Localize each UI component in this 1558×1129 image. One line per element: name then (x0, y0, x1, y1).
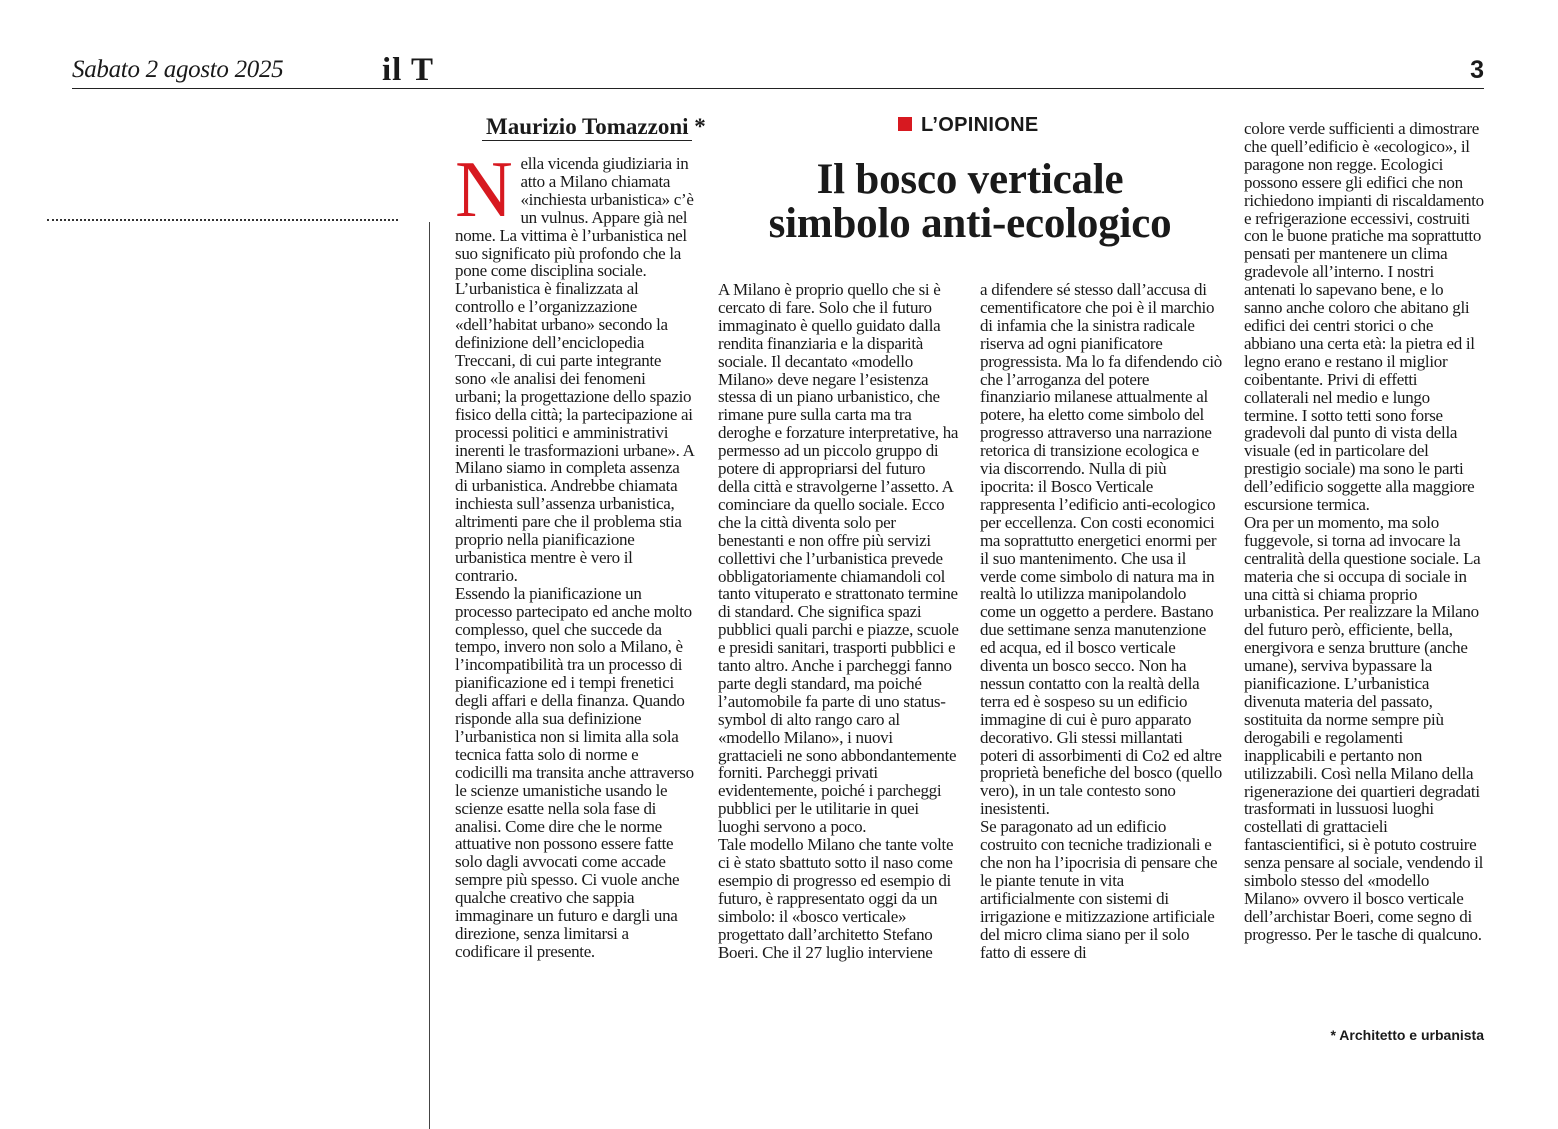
column-rule (429, 222, 430, 1129)
col3-paragraph-2: Se paragonato ad un edificio costruito con tecniche tradizionali e che non ha l’ipocrisia di pensare che le piante tenute in vita artificialmente con sistemi di irrigazione e mitizzazione artificiale del micro clima siano per il solo fatto di essere di (980, 817, 1218, 962)
col2-paragraph-1: A Milano è proprio quello che si è cercato di fare. Solo che il futuro immaginato è quello guidato dalla rendita finanziaria e la disparità sociale. Il decantato «modello Milano» deve negare l’esistenza stessa di un piano urbanistico, che rimane pure sulla carta ma tra deroghe e forzature interpretative, ha permesso ad un piccolo gruppo di potere di appropriarsi del futuro della città e stravolgerne l’assetto. A cominciare da quello sociale. Ecco che la città diventa solo per benestanti e non offre più servizi collettivi che l’urbanistica prevede obbligatoriamente chiamandoli col tanto vituperato e strattonato termine di standard. Che significa spazi pubblici quali parchi e piazze, scuole e presidi sanitari, trasporti pubblici e tanto altro. Anche i parcheggi fanno parte degli standard, ma poiché l’automobile fa parte di uno status-symbol di alto rango caro al «modello Milano», i nuovi grattacieli ne sono abbondantemente forniti. Parcheggi privati evidentemente, poiché i parcheggi pubblici per le utilitarie in quei luoghi servono a poco. (718, 280, 959, 837)
page-number: 3 (1470, 56, 1484, 84)
headline-line-1: Il bosco verticale (816, 156, 1124, 203)
drop-cap: N (455, 146, 513, 234)
col3-paragraph-1: a difendere sé stesso dall’accusa di cementificatore che poi è il marchio di infamia che la sinistra radicale riserva ad ogni pianificatore progressista. Ma lo fa difendendo ciò che l’arroganza del potere finanziario milanese attualmente al potere, ha eletto come simbolo del progresso attraverso una narrazione retorica di transizione ecologica e via discorrendo. Nulla di più ipocrita: il Bosco Verticale rappresenta l’edificio anti-ecologico per eccellenza. Con costi economici ma soprattutto energetici enormi per il suo mantenimento. Che usa il verde come simbolo di natura ma in realtà lo utilizza manipolandolo come un oggetto a perdere. Bastano due settimane senza manutenzione ed acqua, ed il bosco verticale diventa un bosco secco. Non ha nessun contatto con la realtà della terra ed è sospeso su un edificio immagine di cui è puro apparato decorativo. Gli stessi millantati poteri di assorbimenti di Co2 ed altre proprietà benefiche del bosco (quello vero), in un tale contesto sono inesistenti. (980, 280, 1222, 819)
author-byline: Maurizio Tomazzoni * (486, 114, 706, 139)
article-column-1 (455, 146, 695, 961)
author-note: * Architetto e urbanista (1330, 1027, 1484, 1043)
byline-rule (482, 140, 692, 141)
article-column-2 (718, 281, 960, 961)
article-column-4 (1244, 120, 1484, 944)
col4-paragraph-1: colore verde sufficienti a dimostrare che quell’edificio è «ecologico», il paragone non regge. Ecologici possono essere gli edifici che non richiedono impianti di riscaldamento e refrigerazione eccessivi, costruiti con le buone pratiche ma soprattutto pensati per mantenere un clima gradevole all’interno. I nostri antenati lo sapevano bene, e lo sanno anche coloro che abitano gli edifici dei centri storici o che abbiano una certa età: la pietra ed il legno erano e restano il miglior coibentante. Privi di effetti collaterali nel medio e lungo termine. I sotto tetti sono forse gradevoli dal punto di vista della visuale (ed in particolare del prestigio sociale) ma sono le parti dell’edificio soggette alla maggiore escursione termica. (1244, 119, 1484, 515)
issue-date: Sabato 2 agosto 2025 (72, 56, 284, 83)
section-label (898, 114, 1038, 137)
col2-paragraph-2: Tale modello Milano che tante volte ci è stato sbattuto sotto il naso come esempio di progresso ed esempio di futuro, è rappresentato oggi da un simbolo: il «bosco verticale» progettato dall’architetto Stefano Boeri. Che il 27 luglio interviene (718, 835, 954, 962)
col1-paragraph-1: ella vicenda giudiziaria in atto a Milano chiamata «inchiesta urbanistica» c’è un vulnus. Appare già nel nome. La vittima è l’urbanistica nel suo significato più profondo che la pone come disciplina sociale. L’urbanistica è finalizzata al controllo e l’organizzazione «dell’habitat urbano» secondo la definizione dell’enciclopedia Treccani, di cui parte integrante sono «le analisi dei fenomeni urbani; la progettazione dello spazio fisico della città; la partecipazione ai processi politici e amministrativi inerenti le trasformazioni urbane». A Milano siamo in completa assenza di urbanistica. Andrebbe chiamata inchiesta sull’assenza urbanistica, altrimenti pare che il problema stia proprio nella pianificazione urbanistica mentre è vero il contrario. (455, 154, 694, 585)
col1-paragraph-2: Essendo la pianificazione un processo partecipato ed anche molto complesso, quel che succede da tempo, invero non solo a Milano, è l’incompatibilità tra un processo di pianificazione ed i tempi frenetici degli affari e della finanza. Quando risponde alla sua definizione l’urbanistica non si limita alla sola tecnica fatta solo di norme e codicilli ma transita anche attraverso le scienze umanistiche usando le scienze esatte nella sola fase di analisi. Come dire che le norme attuative non possono essere fatte solo dagli avvocati come accade sempre più spesso. Ci vuole anche qualche creativo che sappia immaginare un futuro e dargli una direzione, senza limitarsi a codificare il presente. (455, 583, 694, 961)
section-label-text: L’OPINIONE (921, 114, 1039, 136)
headline-line-2: simbolo anti-ecologico (768, 200, 1172, 247)
article-column-3 (980, 281, 1222, 961)
article-headline (700, 158, 1240, 246)
paragraph (455, 146, 695, 585)
newspaper-logo[interactable]: il T (382, 52, 435, 88)
section-square-icon (898, 117, 912, 131)
col4-paragraph-2: Ora per un momento, ma solo fuggevole, si torna ad invocare la centralità della questione sociale. La materia che si occupa di sociale in una città si chiama proprio urbanistica. Per realizzare la Milano del futuro però, efficiente, bella, energivora e senza brutture (anche umane), serviva bypassare la pianificazione. L’urbanistica divenuta materia del passato, sostituita da norme sempre più derogabili e regolamenti inapplicabili e pertanto non utilizzabili. Così nella Milano della rigenerazione dei quartieri degradati trasformati in lussuosi luoghi costellati di grattacieli fantascientifici, si è potuto costruire senza pensare al sociale, vendendo il simbolo stesso del «modello Milano» ovvero il bosco verticale dell’archistar Boeri, come segno di progresso. Per le tasche di qualcuno. (1244, 512, 1484, 944)
dotted-divider (47, 219, 398, 221)
masthead (72, 52, 1484, 89)
